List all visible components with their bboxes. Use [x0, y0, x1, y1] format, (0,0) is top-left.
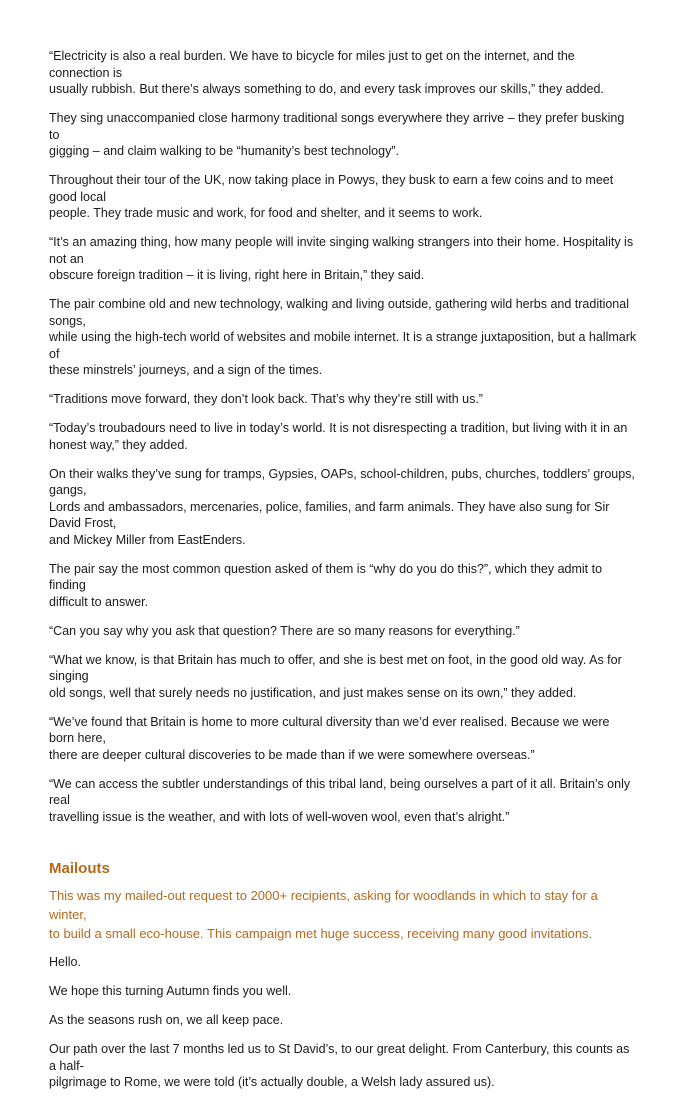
article-paragraph: “We can access the subtler understandings of this tribal land, being ourselves a part of it all. Britain’s only real travelling issue is the weather, and with lots of well-woven wool, even that’s alright.” — [49, 776, 631, 824]
letter-paragraph: We hope this turning Autumn finds you well. — [49, 984, 292, 998]
section-heading: Mailouts — [49, 860, 110, 877]
article-paragraph: “Electricity is also a real burden. We have to bicycle for miles just to get on the internet, and the connection is usually rubbish. But there’s always something to do, and every task improves our skills,” they added. — [49, 49, 604, 96]
article-body — [49, 48, 637, 825]
article-paragraph: On their walks they’ve sung for tramps, Gypsies, OAPs, school-children, pubs, churches, toddlers’ groups, gangs, Lords and ambassadors, mercenaries, police, families, and farm animals. They have also sung for Sir David Frost, and Mickey Miller from EastEnders. — [49, 466, 635, 547]
article-paragraph: They sing unaccompanied close harmony traditional songs everywhere they arrive – they prefer busking to gigging – and claim walking to be “humanity’s best technology”. — [49, 111, 625, 158]
article-paragraph: The pair say the most common question asked of them is “why do you do this?”, which they admit to finding difficult to answer. — [49, 561, 603, 609]
article-paragraph: “Can you say why you ask that question? There are so many reasons for everything.” — [49, 623, 520, 638]
article-paragraph: “What we know, is that Britain has much to offer, and she is best met on foot, in the good old way. As for singing old songs, well that surely needs no justification, and just makes sense on its own,” they added. — [49, 652, 622, 700]
article-paragraph: Throughout their tour of the UK, now taking place in Powys, they busk to earn a few coins and to meet good local people. They trade music and work, for food and shelter, and it seems to work. — [49, 173, 614, 220]
article-paragraph: The pair combine old and new technology, walking and living outside, gathering wild herbs and traditional songs, while using the high-tech world of websites and mobile internet. It is a strange juxtaposition, but a hallmark of these minstrels’ journeys, and a sign of the times. — [49, 297, 637, 377]
section-intro: This was my mailed-out request to 2000+ recipients, asking for woodlands in which to stay for a winter, to build a small eco-house. This campaign met huge success, receiving many good invitations. — [49, 888, 598, 941]
article-paragraph: “Traditions move forward, they don’t look back. That’s why they’re still with us.” — [49, 392, 483, 406]
article-paragraph: “Today’s troubadours need to live in today’s world. It is not disrespecting a tradition, but living with it in an honest way,” they added. — [49, 421, 628, 452]
letter-paragraph: As the seasons rush on, we all keep pace. — [49, 1013, 284, 1027]
letter-paragraph: Our path over the last 7 months led us to St David’s, to our great delight. From Canterbury, this counts as a half- pilgrimage to Rome, we were told (it’s actually double, a Welsh lady assured us). — [49, 1042, 630, 1089]
article-paragraph: “It’s an amazing thing, how many people will invite singing walking strangers into their home. Hospitality is not an obscure foreign tradition – it is living, right here in Britain,” they said. — [49, 235, 634, 282]
article-paragraph: “We’ve found that Britain is home to more cultural diversity than we’d ever realised. Because we were born here, there are deeper cultural discoveries to be made than if we were somewhere overseas.” — [49, 714, 610, 762]
mailouts-section — [49, 859, 637, 1091]
letter-paragraph: Hello. — [49, 955, 81, 969]
document-page — [49, 48, 637, 1103]
